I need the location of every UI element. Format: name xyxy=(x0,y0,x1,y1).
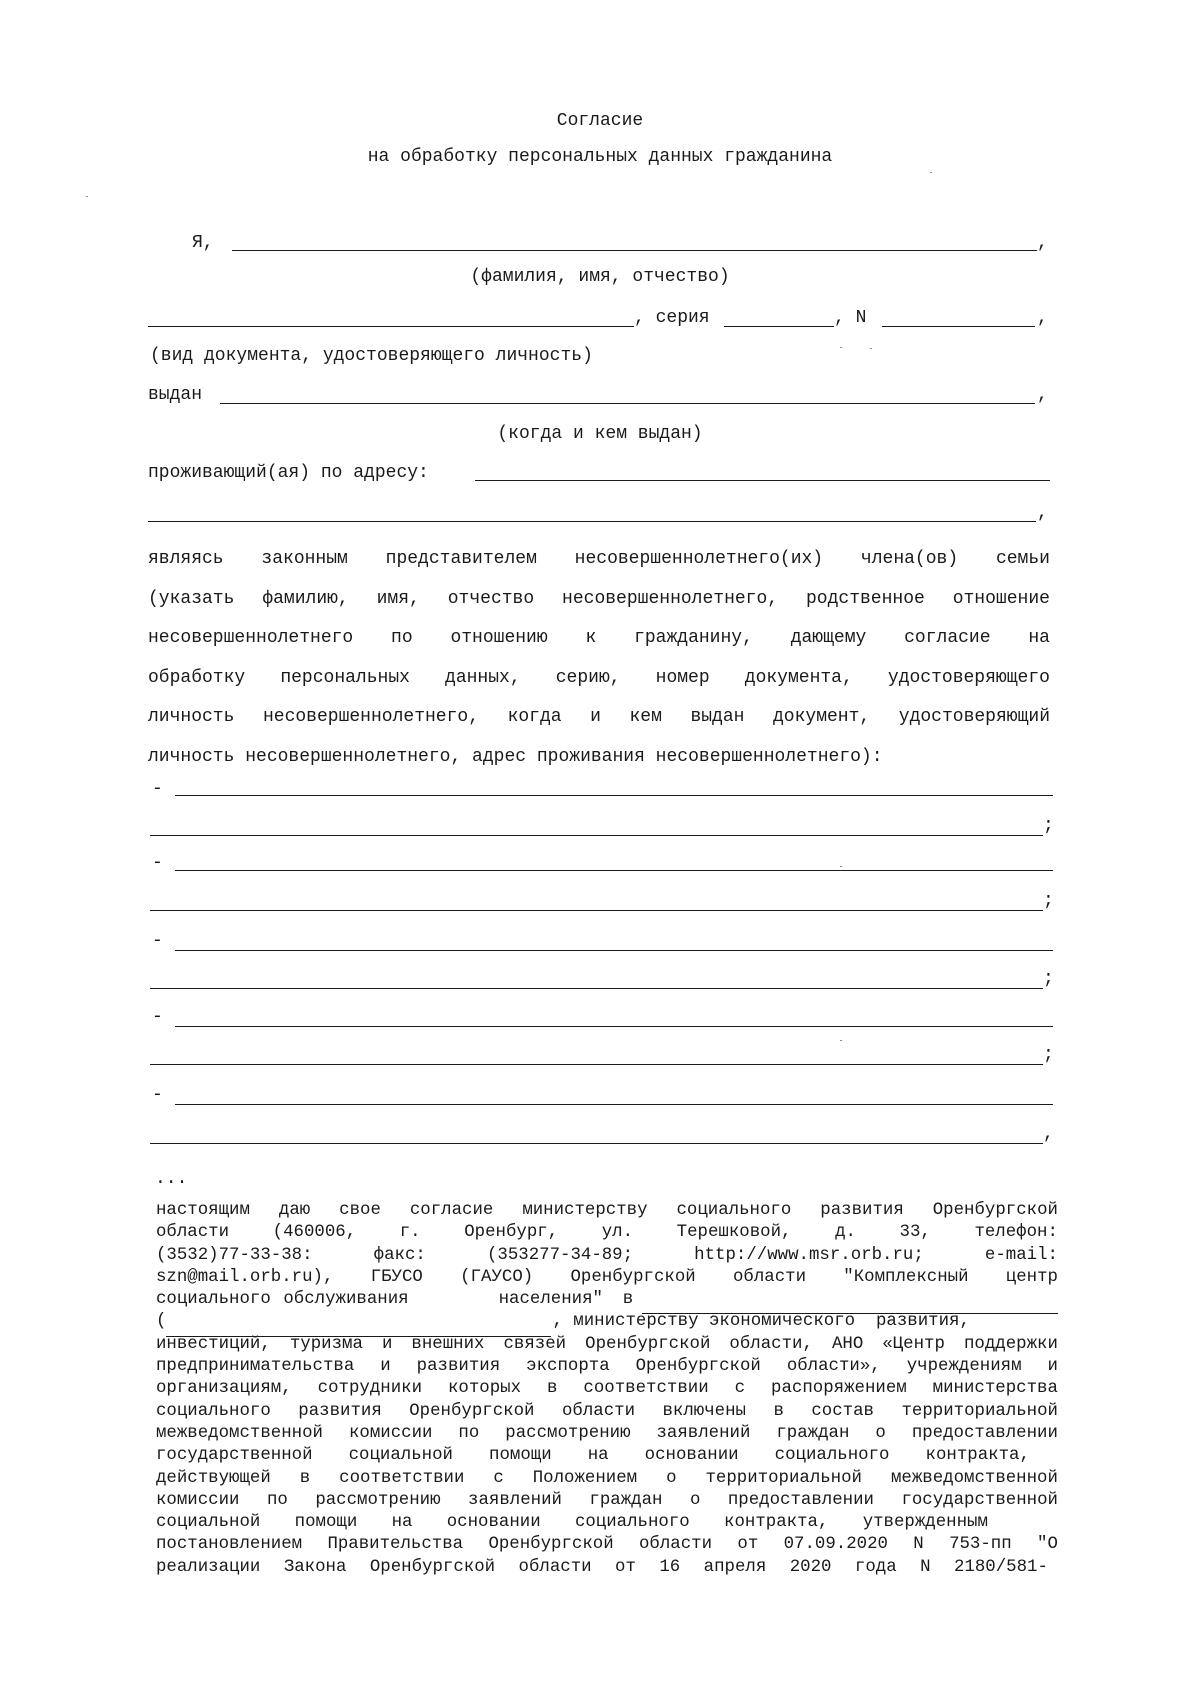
minor-1-blank-1 xyxy=(175,795,1053,796)
minor-3-blank-1 xyxy=(175,950,1053,951)
minor-4-dash: - xyxy=(152,1007,163,1027)
consent-line-8: предпринимательства и развития экспорта Оренбургской области», учреждениям и xyxy=(156,1357,1058,1377)
scan-speck xyxy=(870,348,872,349)
consent-line-11: межведомственной комиссии по рассмотрению заявлений граждан о предоставлении xyxy=(156,1423,1058,1443)
minor-1-blank-2 xyxy=(150,835,1043,836)
para1-line-5: личность несовершеннолетнего, когда и кем выдан документ, удостоверяющий xyxy=(148,707,1050,727)
minor-5-blank-1 xyxy=(175,1104,1053,1105)
series-label: , серия xyxy=(634,308,710,328)
para1-line-6: личность несовершеннолетнего, адрес проживания несовершеннолетнего): xyxy=(148,746,883,767)
minor-1-semicolon: ; xyxy=(1043,816,1054,836)
document-subtitle: на обработку персональных данных гражданина xyxy=(367,147,833,167)
consent-line-3: (3532)77-33-38: факс: (353277-34-89; http://www.msr.orb.ru; e-mail: xyxy=(156,1245,1058,1265)
minor-3-semicolon: ; xyxy=(1043,969,1054,989)
number-comma: , xyxy=(1037,308,1048,328)
address-comma: , xyxy=(1037,503,1048,523)
minor-5-comma: , xyxy=(1043,1124,1054,1144)
minor-5-dash: - xyxy=(152,1085,163,1105)
fio-blank xyxy=(232,250,1037,251)
consent-line-9: организациям, сотрудники которых в соответствии с распоряжением министерства xyxy=(156,1379,1058,1399)
issued-comma: , xyxy=(1037,385,1048,405)
minor-2-semicolon: ; xyxy=(1043,891,1054,911)
para1-line-4: обработку персональных данных, серию, номер документа, удостоверяющего xyxy=(148,667,1050,688)
minor-3-dash: - xyxy=(152,931,163,951)
scan-speck xyxy=(840,1040,842,1041)
consent-paragraph xyxy=(156,1200,1058,1579)
representative-paragraph xyxy=(148,540,1050,777)
consent-line-2: области (460006, г. Оренбург, ул. Терешковой, д. 33, телефон: xyxy=(156,1223,1058,1243)
consent-line-16: постановлением Правительства Оренбургской области от 07.09.2020 N 753-пп "О xyxy=(156,1535,1058,1555)
address-label: проживающий(ая) по адресу: xyxy=(148,463,429,483)
para1-line-1: являясь законным представителем несовершеннолетнего(их) члена(ов) семьи xyxy=(148,549,1050,569)
consent-line-1: настоящим даю свое согласие министерству социального развития Оренбургской xyxy=(156,1201,1058,1220)
address-blank-2 xyxy=(148,521,1036,522)
center-name-blank xyxy=(642,1313,1058,1314)
scan-speck xyxy=(840,866,842,867)
issued-blank xyxy=(220,403,1035,404)
minor-3-blank-2 xyxy=(150,988,1043,989)
consent-line-4: szn@mail.orb.ru), ГБУСО (ГАУСО) Оренбургской области "Комплексный центр xyxy=(156,1267,1058,1287)
minor-2-blank-1 xyxy=(175,870,1053,871)
scan-speck xyxy=(86,196,88,197)
minor-5-blank-2 xyxy=(150,1143,1043,1144)
issued-caption: (когда и кем выдан) xyxy=(497,424,703,444)
consent-line-10: социального развития Оренбургской области включены в состав территориальной xyxy=(156,1401,1058,1421)
minor-4-semicolon: ; xyxy=(1043,1045,1054,1065)
consent-line-12: государственной социальной помощи на основании социального контракта, xyxy=(156,1446,1030,1466)
i-prefix: Я, xyxy=(192,233,214,253)
scan-speck xyxy=(930,172,932,173)
minor-1-dash: - xyxy=(152,779,163,799)
para1-line-3: несовершеннолетнего по отношению к гражданину, дающему согласие на xyxy=(148,628,1050,648)
document-caption: (вид документа, удостоверяющего личность) xyxy=(150,346,593,366)
series-blank xyxy=(724,326,834,327)
minor-2-dash: - xyxy=(152,853,163,873)
consent-line-5: социального обслуживания населения" в xyxy=(156,1290,634,1310)
minor-2-blank-2 xyxy=(150,910,1043,911)
consent-line-7: инвестиций, туризма и внешних связей Оренбургской области, АНО «Центр поддержки xyxy=(156,1334,1058,1354)
consent-line-6: ( , министерству экономического развития, xyxy=(156,1312,970,1332)
minor-4-blank-1 xyxy=(175,1026,1053,1027)
fio-caption: (фамилия, имя, отчество) xyxy=(470,267,730,287)
center-abbrev-blank xyxy=(166,1336,551,1337)
consent-line-15: социальной помощи на основании социального контракта, утвержденным xyxy=(156,1513,988,1533)
document-type-blank xyxy=(148,326,634,327)
issued-label: выдан xyxy=(148,385,203,405)
address-blank-1 xyxy=(475,480,1050,481)
consent-line-14: комиссии по рассмотрению заявлений граждан о предоставлении государственной xyxy=(156,1490,1058,1510)
number-label: , N xyxy=(834,308,867,328)
minor-4-blank-2 xyxy=(150,1064,1043,1065)
ellipsis: ... xyxy=(155,1169,188,1189)
consent-line-17: реализации Закона Оренбургской области от 16 апреля 2020 года N 2180/581- xyxy=(156,1557,1048,1577)
consent-line-13: действующей в соответствии с Положением о территориальной межведомственной xyxy=(156,1468,1058,1488)
number-blank xyxy=(882,326,1035,327)
para1-line-2: (указать фамилию, имя, отчество несовершеннолетнего, родственное отношение xyxy=(148,588,1050,609)
document-title: Согласие xyxy=(556,111,644,131)
fio-comma: , xyxy=(1037,233,1048,253)
scan-speck xyxy=(840,347,842,348)
